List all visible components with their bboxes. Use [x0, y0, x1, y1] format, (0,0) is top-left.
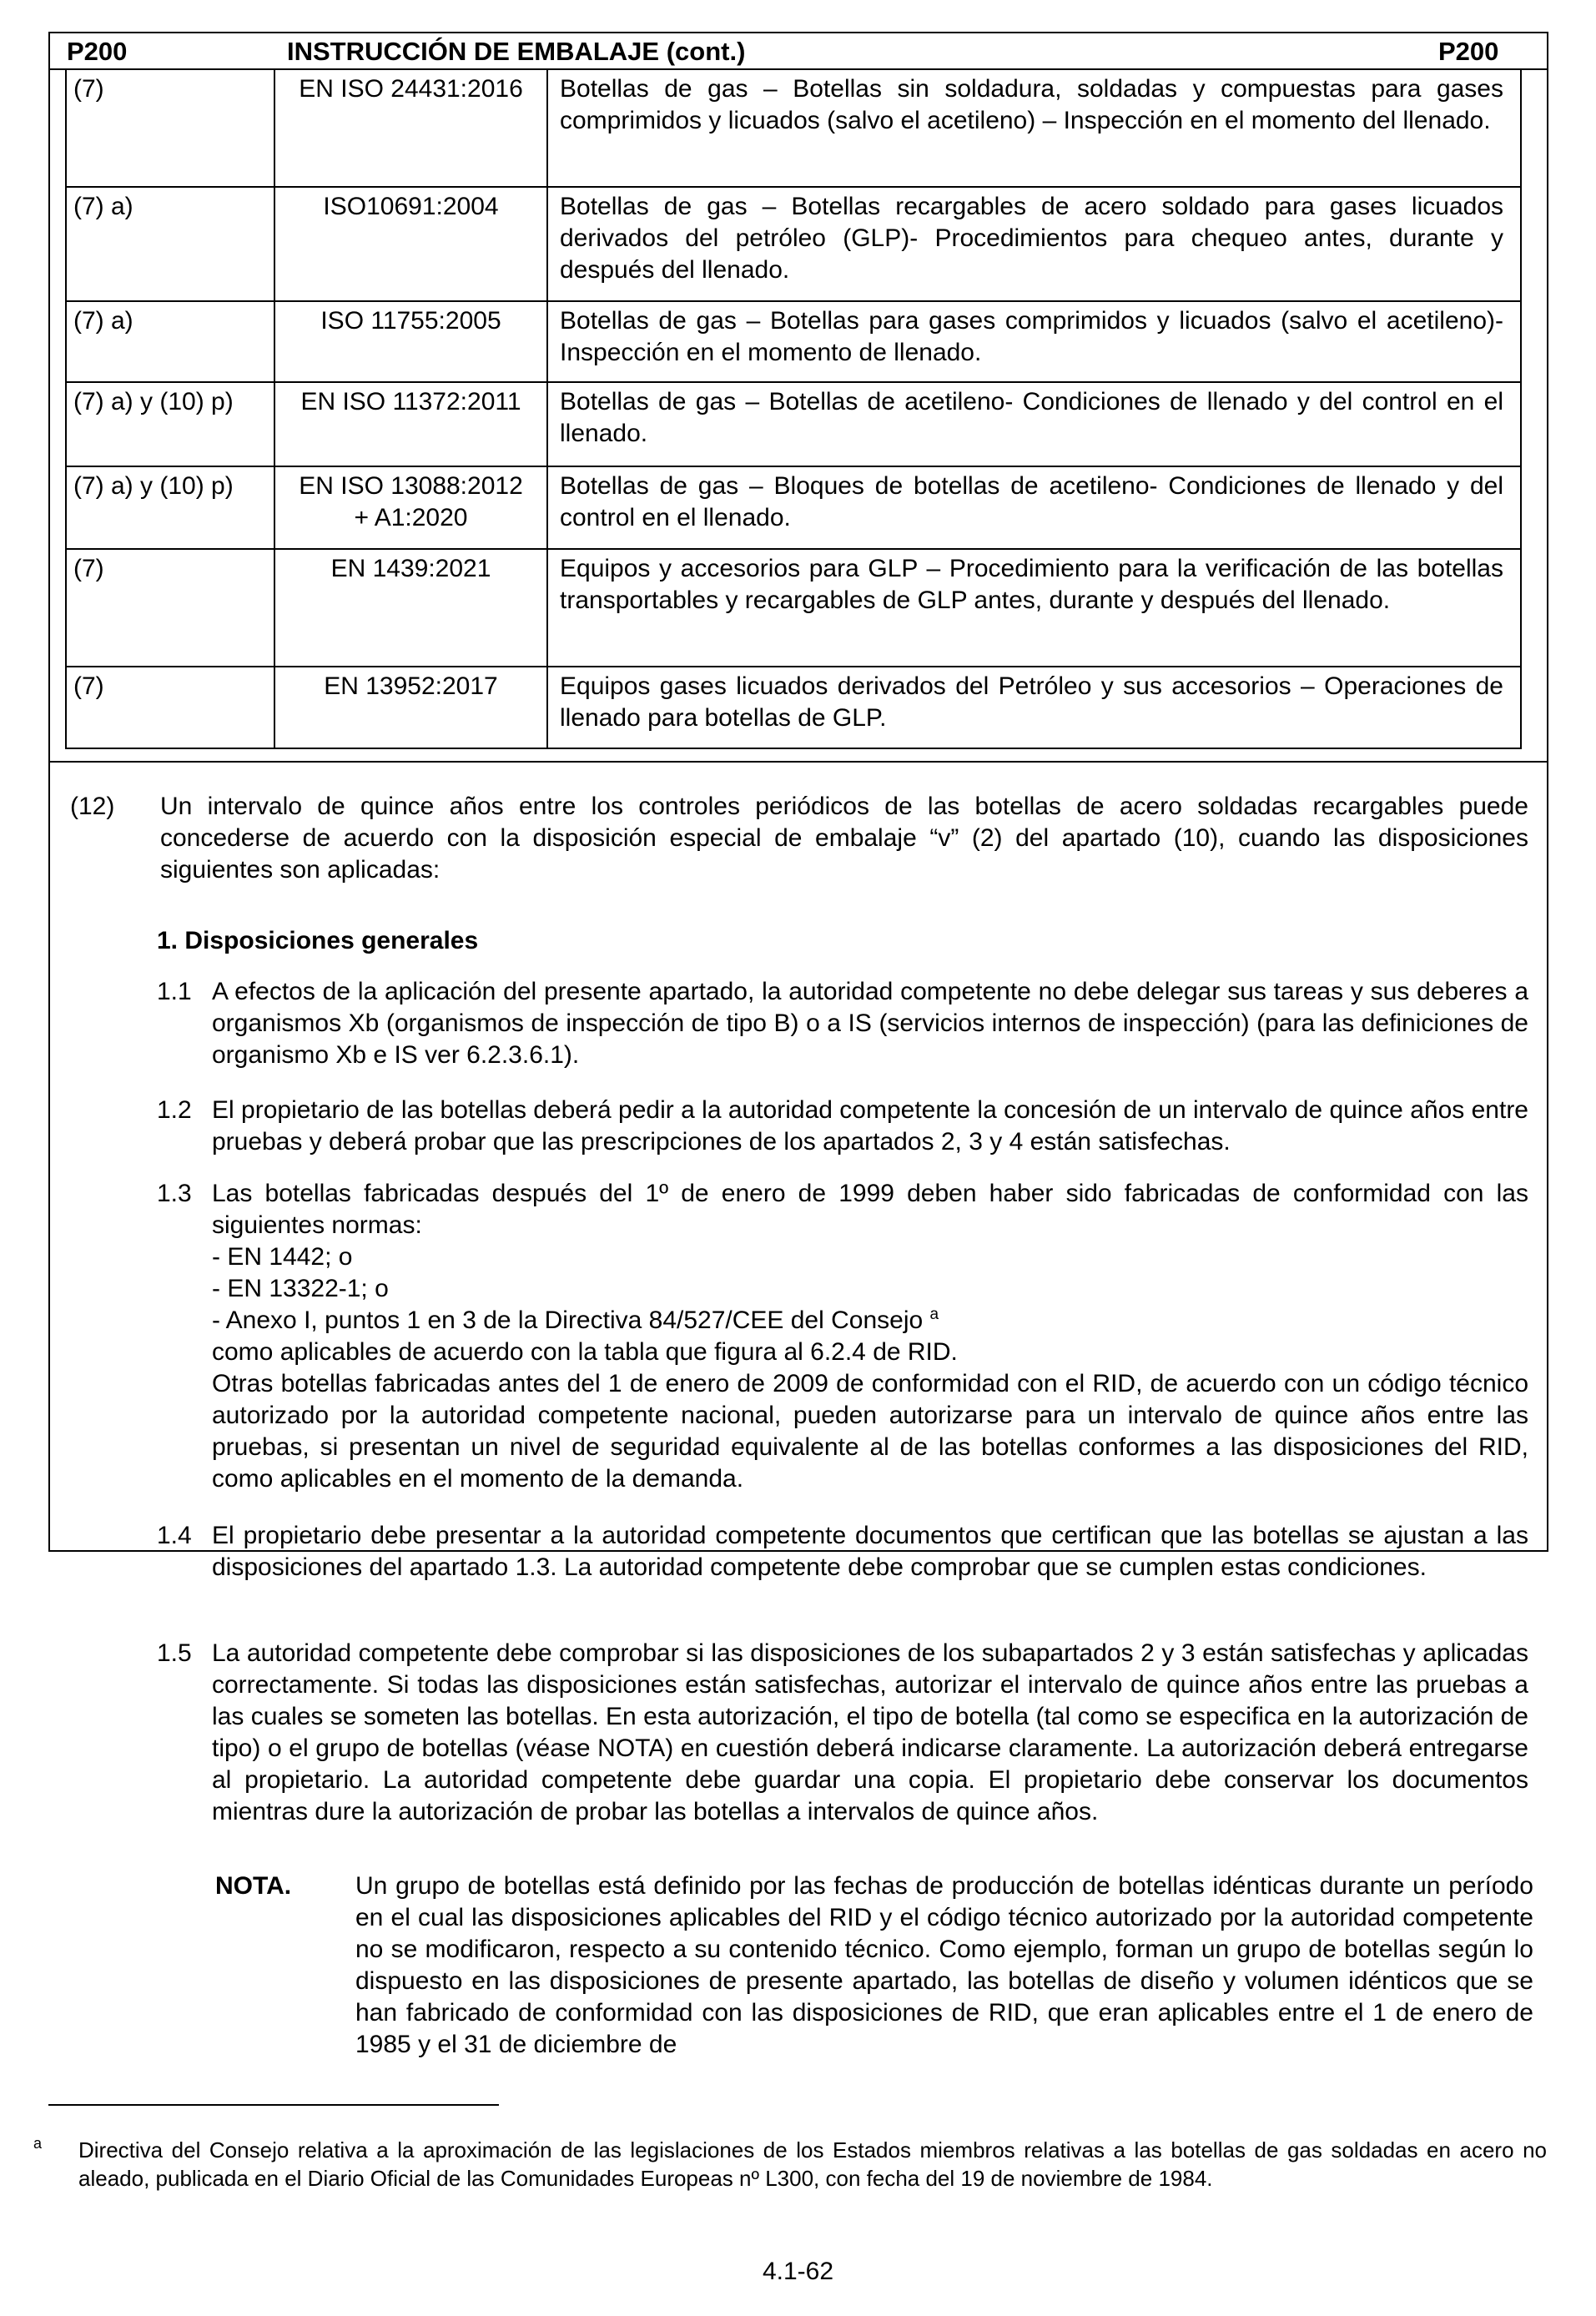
header-right-code: P200	[1438, 37, 1499, 66]
standard-code: EN 13952:2017	[324, 672, 498, 700]
item-text: A efectos de la aplicación del presente apartado, la autoridad competente no debe delegar sus tareas y sus deberes a organismos Xb (organismos de inspección de tipo B) o a IS (servicios internos de inspección) (para las definiciones de organismo Xb e IS ver 6.2.3.6.1).	[212, 978, 1528, 1069]
cell-description: Botellas de gas – Botellas para gases comprimidos y licuados (salvo el acetileno)- Inspección en el momento de llenado.	[547, 301, 1521, 382]
table-row	[66, 187, 1521, 301]
footnote-text: Directiva del Consejo relativa a la aproximación de las legislaciones de los Estados miembros relativas a las botellas de gas soldadas en acero no aleado, publicada en el Diario Oficial de las Comunidades Europeas nº L300, con fecha del 19 de noviembre de 1984.	[78, 2137, 1547, 2191]
cell-standard	[274, 70, 547, 187]
cell-description: Equipos y accesorios para GLP – Procedimiento para la verificación de las botellas transportables y recargables de GLP antes, durante y después del llenado.	[547, 549, 1521, 667]
list-line: como aplicables de acuerdo con la tabla que figura al 6.2.4 de RID.	[212, 1338, 958, 1366]
table-row	[66, 70, 1521, 187]
cell-description: Botellas de gas – Bloques de botellas de acetileno- Condiciones de llenado y del control en el llenado.	[547, 466, 1521, 549]
list-line-text: - Anexo I, puntos 1 en 3 de la Directiva 84/527/CEE del Consejo	[212, 1307, 924, 1334]
footnote-reference: a	[929, 1306, 939, 1323]
cell-standard	[274, 549, 547, 667]
footnote-mark: a	[33, 2135, 43, 2152]
section-heading: 1. Disposiciones generales	[157, 927, 479, 954]
table-row	[66, 466, 1521, 549]
item-number: 1.1	[157, 978, 192, 1005]
cell-description: Botellas de gas – Botellas de acetileno- Condiciones de llenado y del control en el llenado.	[547, 382, 1521, 466]
page-number: 4.1-62	[762, 2258, 834, 2285]
table-row	[66, 301, 1521, 382]
cell-ref: (7) a)	[66, 187, 274, 301]
standards-table	[65, 70, 1522, 749]
list-line: - EN 13322-1; o	[212, 1275, 389, 1302]
cell-standard	[274, 301, 547, 382]
item-text: El propietario debe presentar a la autoridad competente documentos que certifican que las botellas se ajustan a las disposiciones del apartado 1.3. La autoridad competente debe comprobar que se cumplen estas condiciones.	[212, 1522, 1528, 1581]
item-number: 1.2	[157, 1096, 192, 1124]
cell-ref: (7) a) y (10) p)	[66, 466, 274, 549]
cell-ref: (7)	[66, 549, 274, 667]
list-line: - EN 1442; o	[212, 1243, 353, 1271]
item-number: 1.5	[157, 1639, 192, 1667]
list-line	[212, 1305, 1528, 1337]
cell-standard	[274, 382, 547, 466]
paragraph-number: (12)	[70, 793, 115, 820]
paragraph-text: Un intervalo de quince años entre los controles periódicos de las botellas de acero soldadas recargables puede concederse de acuerdo con la disposición especial de embalaje “v” (2) del apartado (10), cuando las disposiciones siguientes son aplicadas:	[160, 793, 1528, 884]
header-title: INSTRUCCIÓN DE EMBALAJE (cont.)	[287, 37, 746, 66]
table-row	[66, 549, 1521, 667]
item-text: Otras botellas fabricadas antes del 1 de enero de 2009 de conformidad con el RID, de acuerdo con un código técnico autorizado por la autoridad competente nacional, pueden autorizarse para un intervalo de quince años entre las pruebas, si presentan un nivel de seguridad equivalente al de las botellas conformes a las disposiciones del RID, como aplicables en el momento de la demanda.	[212, 1370, 1528, 1493]
footnote-rule	[48, 2104, 499, 2106]
standard-code: EN ISO 13088:2012	[299, 472, 523, 500]
standard-code: EN ISO 24431:2016	[299, 75, 523, 103]
item-intro: Las botellas fabricadas después del 1º de enero de 1999 deben haber sido fabricadas de conformidad con las siguientes normas:	[212, 1180, 1528, 1239]
header-left-code: P200	[67, 37, 128, 66]
standard-code: ISO10691:2004	[323, 193, 499, 220]
cell-standard	[274, 667, 547, 748]
table-row	[66, 382, 1521, 466]
cell-ref: (7) a)	[66, 301, 274, 382]
section-divider	[48, 761, 1548, 763]
cell-ref: (7)	[66, 70, 274, 187]
table-row	[66, 667, 1521, 748]
item-text: La autoridad competente debe comprobar si las disposiciones de los subapartados 2 y 3 están satisfechas y aplicadas correctamente. Si todas las disposiciones están satisfechas, autorizar el intervalo de quince años entre las pruebas a las cuales se someten las botellas. En esta autorización, el tipo de botella (tal como se especifica en la autorización de tipo) o el grupo de botellas (véase NOTA) en cuestión deberá indicarse claramente. La autorización deberá entregarse al propietario. La autoridad competente debe guardar una copia. El propietario debe conservar los documentos mientras dure la autorización de probar las botellas a intervalos de quince años.	[212, 1639, 1528, 1825]
cell-description: Botellas de gas – Botellas sin soldadura, soldadas y compuestas para gases comprimidos y licuados (salvo el acetileno) – Inspección en el momento del llenado.	[547, 70, 1521, 187]
cell-ref: (7)	[66, 667, 274, 748]
item-number: 1.3	[157, 1180, 192, 1207]
standard-code: EN ISO 11372:2011	[300, 388, 521, 415]
cell-description: Botellas de gas – Botellas recargables de acero soldado para gases licuados derivados del petróleo (GLP)- Procedimientos para chequeo antes, durante y después del llenado.	[547, 187, 1521, 301]
item-number: 1.4	[157, 1522, 192, 1549]
note-text: Un grupo de botellas está definido por las fechas de producción de botellas idénticas durante un período en el cual las disposiciones aplicables del RID y el código técnico autorizado por la autoridad competente no se modificaron, respecto a su contenido técnico. Como ejemplo, forman un grupo de botellas según lo dispuesto en las disposiciones de presente apartado, las botellas de diseño y volumen idénticos que se han fabricado de conformidad con las disposiciones de RID, que eran aplicables entre el 1 de enero de 1985 y el 31 de diciembre de	[355, 1872, 1533, 2058]
item-body	[212, 1178, 1528, 1495]
cell-standard	[274, 466, 547, 549]
standard-code: ISO 11755:2005	[320, 307, 501, 335]
standard-code: EN 1439:2021	[330, 555, 491, 582]
cell-description: Equipos gases licuados derivados del Petróleo y sus accesorios – Operaciones de llenado para botellas de GLP.	[547, 667, 1521, 748]
note-label: NOTA.	[215, 1872, 292, 1900]
page-header	[48, 32, 1548, 70]
standard-amendment: + A1:2020	[354, 504, 468, 531]
cell-ref: (7) a) y (10) p)	[66, 382, 274, 466]
item-text: El propietario de las botellas deberá pedir a la autoridad competente la concesión de un intervalo de quince años entre pruebas y deberá probar que las prescripciones de los apartados 2, 3 y 4 están satisfechas.	[212, 1096, 1528, 1155]
cell-standard	[274, 187, 547, 301]
